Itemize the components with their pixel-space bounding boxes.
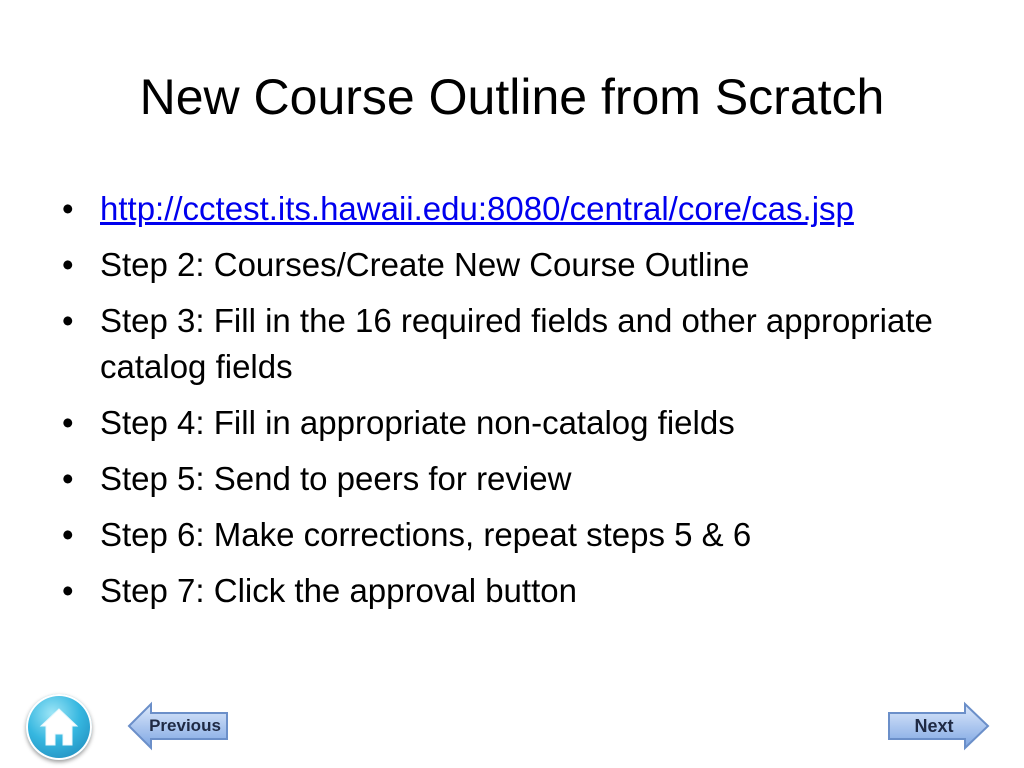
bullet-dot: • [62,246,74,283]
home-icon [37,705,81,749]
bullet-dot: • [62,190,74,227]
list-item [62,456,962,502]
list-item [62,568,962,614]
list-item-text: Step 6: Make corrections, repeat steps 5 & 6 [100,516,752,553]
slide-title: New Course Outline from Scratch [139,69,885,125]
bullet-dot: • [62,460,74,497]
next-label: Next [914,716,954,736]
bullet-dot: • [62,572,74,609]
list-item [62,400,962,446]
list-item [62,512,962,558]
previous-button[interactable] [127,700,231,752]
list-item [62,298,962,390]
list-item-text: Step 3: Fill in the 16 required fields and other appropriate catalog fields [100,302,933,385]
bullet-dot: • [62,404,74,441]
bullet-dot: • [62,516,74,553]
list-item [62,186,962,232]
course-link[interactable]: http://cctest.its.hawaii.edu:8080/central/core/cas.jsp [100,190,854,227]
home-button[interactable] [26,694,92,760]
list-item [62,242,962,288]
list-item-text: Step 7: Click the approval button [100,572,577,609]
next-button[interactable] [887,700,991,752]
previous-label: Previous [149,716,221,735]
list-item-text: Step 2: Courses/Create New Course Outline [100,246,750,283]
bullet-list [62,186,962,624]
bullet-dot: • [62,302,74,339]
list-item-text: Step 4: Fill in appropriate non-catalog fields [100,404,735,441]
list-item-text: Step 5: Send to peers for review [100,460,572,497]
